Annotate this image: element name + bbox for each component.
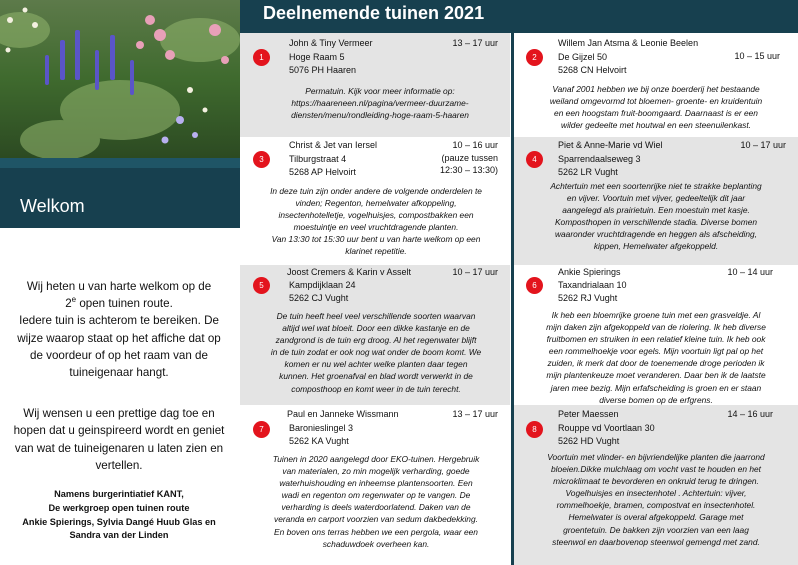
garden-hours-pause: (pauze tussen 12:30 – 13:30) <box>439 153 498 175</box>
intro-line: de voordeur of op het raam van de <box>30 348 208 362</box>
garden-address: Sparrendaalseweg 3 5262 LR Vught <box>558 154 641 177</box>
garden-number-badge: 6 <box>526 277 543 294</box>
welcome-band <box>0 158 240 228</box>
garden-number-badge: 2 <box>526 49 543 66</box>
garden-address: Baronieslingel 3 5262 KA Vught <box>289 423 354 446</box>
garden-address: Hoge Raam 5 5076 PH Haaren <box>289 52 357 75</box>
wish-text <box>4 405 234 475</box>
garden-owner: Ankie Spierings <box>558 267 621 277</box>
garden-card-3 <box>240 137 510 265</box>
garden-hours: 10 – 17 uur <box>740 140 786 150</box>
garden-owner: Paul en Janneke Wissmann <box>287 409 399 419</box>
garden-description: Vanaf 2001 hebben we bij onze boerderij het bestaande weiland omgevormd tot bloemen- groente- en kruidentuin en een hoogstam fruit-boomgaard. Daarnaast is er een wilder gedeelte met houtwal en een steenuilenkast. <box>549 84 763 131</box>
garden-card-1 <box>240 33 510 137</box>
garden-description: De tuin heeft heel veel verschillende soorten waarvan altijd wel wat bloeit. Door een dikke kastanje en de zandgrond is de tuin erg droog. Al het regenwater blijft in de tuin zodat er ook nog wat onder de boom komt. We komen er nu wel achter welke planten daar tegen kunnen. Het groenafval en blad wordt verwerkt in de composthoop en komt weer in de tuin terecht. <box>270 311 482 394</box>
signature <box>4 488 234 543</box>
intro-line: Iedere tuin is achterom te bereiken. De <box>19 314 219 328</box>
garden-hours: 13 – 17 uur <box>452 409 498 419</box>
wish-line: Wij wensen u een prettige dag toe en <box>23 407 215 420</box>
garden-card-5 <box>240 265 510 405</box>
intro-line: 2e open tuinen route. <box>65 295 173 311</box>
garden-owner: Piet & Anne-Marie vd Wiel <box>558 140 663 150</box>
garden-description: Permatuin. Kijk voor meer informatie op: https://haareneen.nl/pagina/vermeer-duurzame- diensten/menu/rondleiding-hoge-raam-5-haaren <box>291 86 469 121</box>
garden-address: De Gijzel 50 5268 CN Helvoirt <box>558 52 627 75</box>
garden-address: Kampdijklaan 24 5262 CJ Vught <box>289 280 356 303</box>
wish-line: hopen dat u geinspireerd wordt en geniet <box>13 424 225 438</box>
intro-line: wijze waarop staat op het affiche dat op <box>17 331 221 345</box>
garden-hours: 10 – 16 uur <box>452 140 498 150</box>
garden-card-8 <box>514 405 798 565</box>
garden-number-badge: 1 <box>253 49 270 66</box>
garden-address: Taxandrialaan 10 5262 RJ Vught <box>558 280 627 303</box>
garden-description: Ik heb een bloemrijke groene tuin met een grasveldje. Al mijn daken zijn afgekoppeld van de riolering. Ik heb diverse fruitbomen en struiken in een relatief kleine tuin. Ik heb ook een rommelhoekje voor egels. Mijn voortuin ligt pal op het zuiden, ik merk dat door de toenemende droge perioden ik mijn plantenkeuze moet veranderen. Daar ben ik de laatste jaren mee bezig. Mijn erfafscheiding is groen en er staan diverse bomen op de erfgrens. <box>546 310 766 405</box>
garden-address: Rouppe vd Voortlaan 30 5262 HD Vught <box>558 423 655 446</box>
garden-owner: Joost Cremers & Karin v Asselt <box>287 267 412 277</box>
intro-line: tuineigenaar hangt. <box>69 366 169 380</box>
garden-number-badge: 5 <box>253 277 270 294</box>
intro-text <box>6 278 232 381</box>
garden-description: Voortuin met vlinder- en bijvriendelijke planten die jaarrond bloeien.Dikke mulchlaag om vocht vast te houden en het microklimaat te bevorderen en onkruid terug te dringen. Vogelhuisjes en insectenhotel . Achtertuin: vijver, rommelhoekje, bramen, compostvat en insectenhotel. Hemelwater is overal afgekoppeld. Garage met groentetuin. De bakken zijn voorzien van een laag steenwol en daarbovenop steenwol gemengd met zand. <box>547 452 765 547</box>
garden-hours: 13 – 17 uur <box>452 38 498 48</box>
garden-owner: Christ & Jet van Iersel <box>289 140 378 150</box>
wish-line: vertellen. <box>95 459 143 473</box>
sign-line: Namens burgerintiatief KANT, <box>54 489 184 499</box>
intro-line: Wij heten u van harte welkom op de <box>26 280 212 293</box>
garden-owner: John & Tiny Vermeer <box>289 38 373 48</box>
garden-hours: 10 – 15 uur <box>734 51 780 61</box>
garden-hours: 14 – 16 uur <box>727 409 773 419</box>
welcome-strip <box>0 158 240 168</box>
garden-hours: 10 – 17 uur <box>452 267 498 277</box>
garden-card-4 <box>514 137 798 265</box>
garden-owner: Willem Jan Atsma & Leonie Beelen <box>558 38 699 48</box>
garden-owner: Peter Maessen <box>558 409 619 419</box>
garden-hours: 10 – 14 uur <box>727 267 773 277</box>
garden-number-badge: 7 <box>253 421 270 438</box>
garden-number-badge: 4 <box>526 151 543 168</box>
welcome-title: Welkom <box>20 196 85 216</box>
garden-number-badge: 3 <box>253 151 270 168</box>
garden-description: Achtertuin met een soortenrijke niet te strakke beplanting en vijver. Voortuin met vijver, gedeeltelijk dit jaar aangelegd als prairietuin. Een moestuin met kasje. Komposthopen in verschillende stadia. Diverse bomen waaronder vruchtdragende en heggen als afscheiding, kippen, Hemelwater afgekoppeld. <box>550 181 762 252</box>
garden-card-2 <box>514 33 798 137</box>
garden-description: Tuinen in 2020 aangelegd door EKO-tuinen. Hergebruik van materialen, zo min mogelijk verharding, goede waterhuishouding en inheemse plantensoorten. Een wadi en regenton om regenwater op te vangen. De verharding is deels waterdoorlatend. Daken van de veranda en carport voorzien van sedum dakbedekking. En boven ons terras hebben we een pergola, waar een schaduwdoek overheen kan. <box>272 454 480 549</box>
garden-photo <box>0 0 240 158</box>
garden-card-6 <box>514 265 798 405</box>
sign-line: Sandra van der Linden <box>69 530 169 541</box>
sign-line: Ankie Spierings, Sylvia Dangé Huub Glas en <box>22 516 216 527</box>
garden-card-7 <box>240 405 510 565</box>
garden-number-badge: 8 <box>526 421 543 438</box>
garden-address: Tilburgstraat 4 5268 AP Helvoirt <box>289 154 356 177</box>
sign-line: De werkgroep open tuinen route <box>48 502 190 513</box>
garden-description: In deze tuin zijn onder andere de volgende onderdelen te vinden; Regenton, hemelwater afkoppeling, insectenhotelletje, vogelhuisjes, compostbakken een moestuintje en veel vruchtdragende planten. Van 13:30 tot 15:30 uur bent u van harte welkom op een klarinet repetitie. <box>270 186 482 257</box>
page-title: Deelnemende tuinen 2021 <box>263 3 485 23</box>
wish-line: van wat de tuineigenaren u laten zien en <box>14 441 224 455</box>
